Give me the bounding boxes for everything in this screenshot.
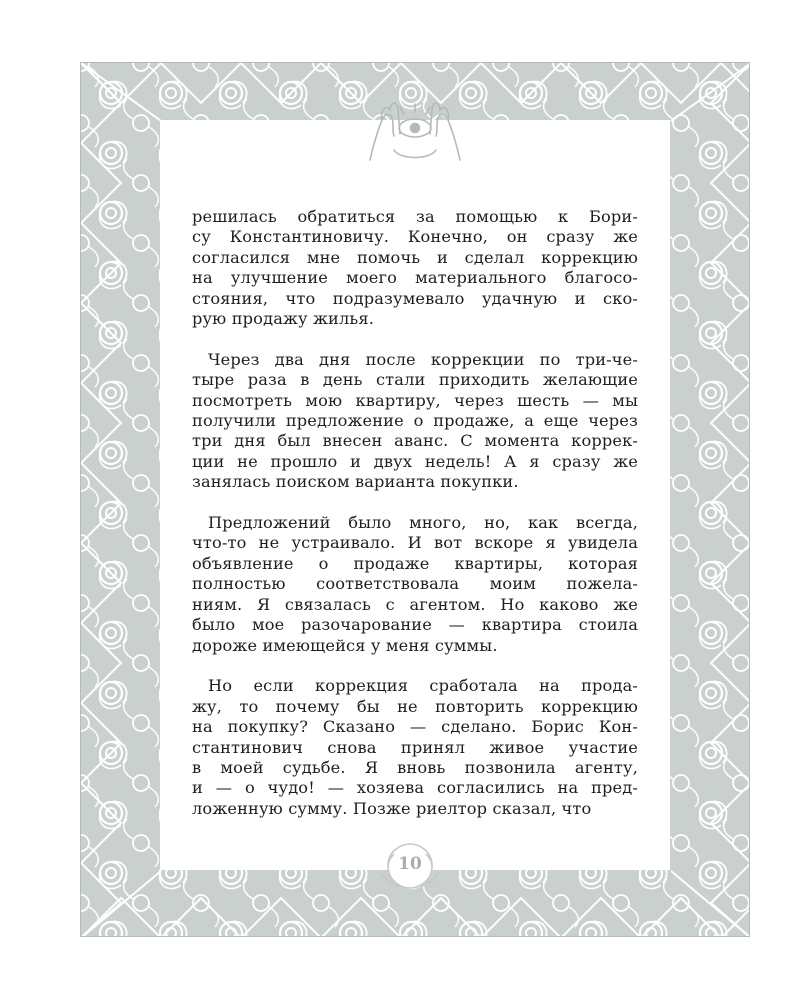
paragraph bbox=[192, 513, 638, 656]
text-line: полностью соответствовала моим пожела- bbox=[192, 574, 638, 594]
text-line: стантинович снова принял живое участие bbox=[192, 737, 638, 757]
page-number: 10 bbox=[398, 854, 422, 874]
text-line: Предложений было много, но, как всегда, bbox=[208, 513, 638, 533]
body-text bbox=[192, 207, 638, 840]
text-line: ложенную сумму. Позже риелтор сказал, что bbox=[192, 798, 592, 818]
text-line: решилась обратиться за помощью к Бори- bbox=[192, 207, 638, 226]
text-line: объявление о продаже квартиры, которая bbox=[192, 553, 638, 573]
text-line: на улучшение моего материального благосо- bbox=[192, 268, 638, 288]
hands-eye-emblem-icon bbox=[360, 90, 470, 170]
text-line: три дня был внесен аванс. С момента коррек- bbox=[192, 431, 638, 451]
text-line: ниям. Я связалась с агентом. Но каково же bbox=[192, 594, 638, 614]
text-line: ции не прошло и двух недель! А я сразу же bbox=[192, 451, 638, 471]
text-line: и — о чудо! — хозяева согласились на пред- bbox=[192, 778, 638, 798]
text-line: в моей судьбе. Я вновь позвонила агенту, bbox=[192, 757, 638, 777]
paragraph bbox=[192, 207, 638, 329]
page-number-badge bbox=[380, 840, 440, 892]
text-line: согласился мне помочь и сделал коррекцию bbox=[192, 247, 638, 267]
text-line: су Константиновичу. Конечно, он сразу же bbox=[192, 227, 638, 247]
text-line: посмотреть мою квартиру, через шесть — мы bbox=[192, 390, 638, 410]
text-line: на покупку? Сказано — сделано. Борис Кон- bbox=[192, 717, 638, 737]
text-line: занялась поиском варианта покупки. bbox=[192, 472, 519, 492]
text-line: жу, то почему бы не повторить коррекцию bbox=[192, 696, 638, 716]
text-line: было мое разочарование — квартира стоила bbox=[192, 615, 638, 635]
text-line: тыре раза в день стали приходить желающие bbox=[192, 370, 638, 390]
text-line: Через два дня после коррекции по три-че- bbox=[208, 349, 638, 369]
text-line: стояния, что подразумевало удачную и ско- bbox=[192, 288, 638, 308]
text-line: дороже имеющейся у меня суммы. bbox=[192, 635, 498, 655]
text-line: Но если коррекция сработала на прода- bbox=[208, 676, 638, 696]
text-line: что-то не устраивало. И вот вскоре я увидела bbox=[192, 533, 638, 553]
paragraph bbox=[192, 676, 638, 819]
text-line: рую продажу жилья. bbox=[192, 309, 375, 329]
paragraph bbox=[192, 350, 638, 493]
text-line: получили предложение о продаже, а еще через bbox=[192, 411, 638, 431]
